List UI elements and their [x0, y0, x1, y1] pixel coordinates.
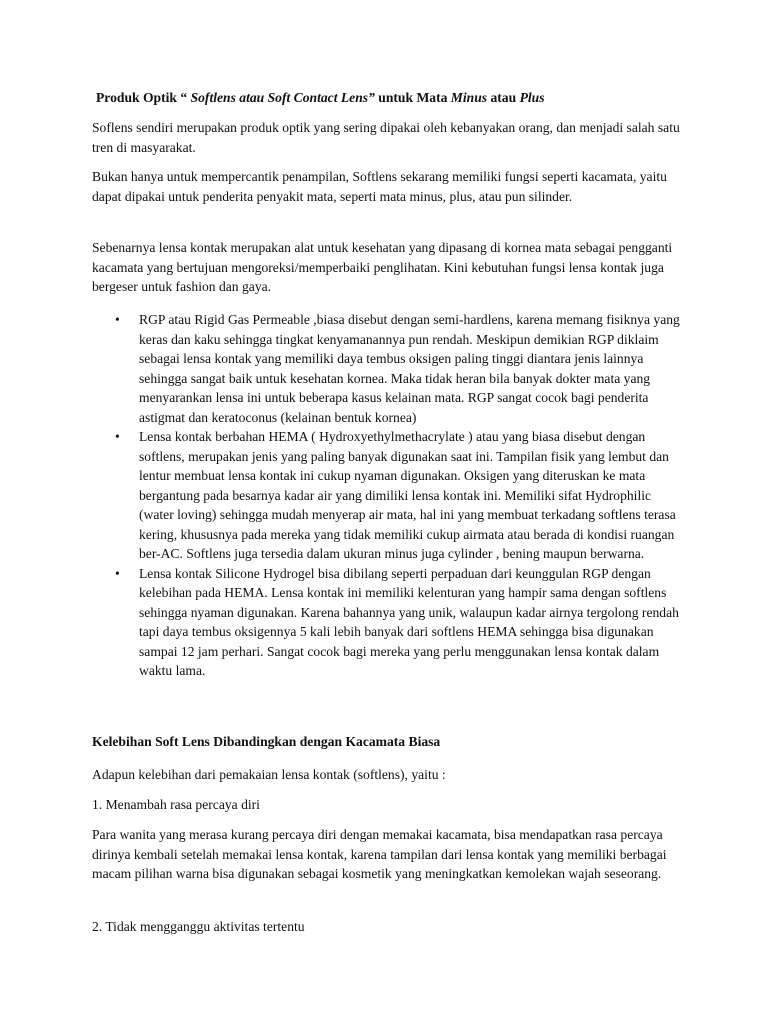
list-item-text: Lensa kontak Silicone Hydrogel bisa dibilang seperti perpaduan dari keunggulan RGP dengan kelebihan pada HEMA. Lensa kontak ini memiliki kelenturan yang hampir sama dengan softlens sehingga nyaman digunakan. Karena bahannya yang unik, walaupun kadar airnya tergolong rendah tapi daya tembus oksigennya 5 kali lebih banyak dari softlens HEMA sehingga bisa digunakan sampai 12 jam perhari. Sangat cocok bagi mereka yang perlu menggunakan lensa kontak dalam waktu lama.: [139, 565, 679, 678]
title-italic-plus: Plus: [519, 90, 545, 105]
paragraph: Sebenarnya lensa kontak merupakan alat untuk kesehatan yang dipasang di kornea mata sebagai pengganti kacamata yang bertujuan mengoreksi/memperbaiki penglihatan. Kini kebutuhan fungsi lensa kontak juga bergeser untuk fashion dan gaya.: [92, 240, 673, 294]
bullet-icon: •: [115, 312, 120, 327]
section-intro: Adapun kelebihan dari pemakaian lensa kontak (softlens), yaitu :: [92, 767, 446, 782]
section-heading: Kelebihan Soft Lens Dibandingkan dengan Kacamata Biasa: [92, 734, 441, 749]
point-heading: 2. Tidak mengganggu aktivitas tertentu: [92, 919, 305, 934]
bullet-icon: •: [115, 429, 120, 444]
paragraph: Bukan hanya untuk mempercantik penampilan, Softlens sekarang memiliki fungsi seperti kacamata, yaitu dapat dipakai untuk penderita penyakit mata, seperti mata minus, plus, atau pun silinder.: [92, 169, 667, 204]
bullet-icon: •: [115, 565, 120, 581]
list-item: [92, 427, 682, 564]
title-text: atau: [487, 90, 520, 105]
title-italic-product: Softlens atau Soft Contact Lens”: [190, 90, 375, 105]
title-text: Produk Optik “: [96, 90, 191, 105]
document-title: [96, 88, 686, 108]
paragraph: Soflens sendiri merupakan produk optik yang sering dipakai oleh kebanyakan orang, dan menjadi salah satu tren di masyarakat.: [92, 120, 680, 155]
title-italic-minus: Minus: [450, 90, 488, 105]
point-heading: 1. Menambah rasa percaya diri: [92, 797, 260, 812]
list-item: [92, 564, 682, 681]
title-text: untuk Mata: [374, 90, 451, 105]
paragraph: Para wanita yang merasa kurang percaya diri dengan memakai kacamata, bisa mendapatkan rasa percaya dirinya kembali setelah memakai lensa kontak, karena tampilan dari lensa kontak yang memiliki berbagai macam pilihan warna bisa digunakan sebagai kosmetik yang meningkatkan kemolekan wajah seseorang.: [92, 827, 667, 881]
list-item: [92, 310, 682, 427]
list-item-text: RGP atau Rigid Gas Permeable ,biasa disebut dengan semi-hardlens, karena memang fisiknya yang keras dan kaku sehingga tingkat kenyamanannya pun rendah. Meskipun demikian RGP diklaim sebagai lensa kontak yang memiliki daya tembus oksigen paling tinggi diantara jenis lainnya sehingga sangat baik untuk kesehatan kornea. Maka tidak heran bila banyak dokter mata yang menyarankan lensa ini untuk beberapa kasus kelainan mata. RGP sangat cocok bagi penderita astigmat dan keratoconus (kelainan bentuk kornea): [139, 312, 680, 425]
bullet-list: [92, 310, 682, 681]
list-item-text: Lensa kontak berbahan HEMA ( Hydroxyethylmethacrylate ) atau yang biasa disebut dengan softlens, merupakan jenis yang paling banyak digunakan saat ini. Tampilan fisik yang lembut dan lentur membuat lensa kontak ini cukup nyaman digunakan. Oksigen yang diteruskan ke mata bergantung pada besarnya kadar air yang dimiliki lensa kontak ini. Memiliki sifat Hydrophilic (water loving) sehingga mudah menyerap air mata, hal ini yang membuat terkadang softlens terasa kering, khususnya pada mereka yang tidak memiliki cukup airmata atau berada di kondisi ruangan ber-AC. Softlens juga tersedia dalam ukuran minus juga cylinder , bening maupun berwarna.: [139, 429, 676, 561]
